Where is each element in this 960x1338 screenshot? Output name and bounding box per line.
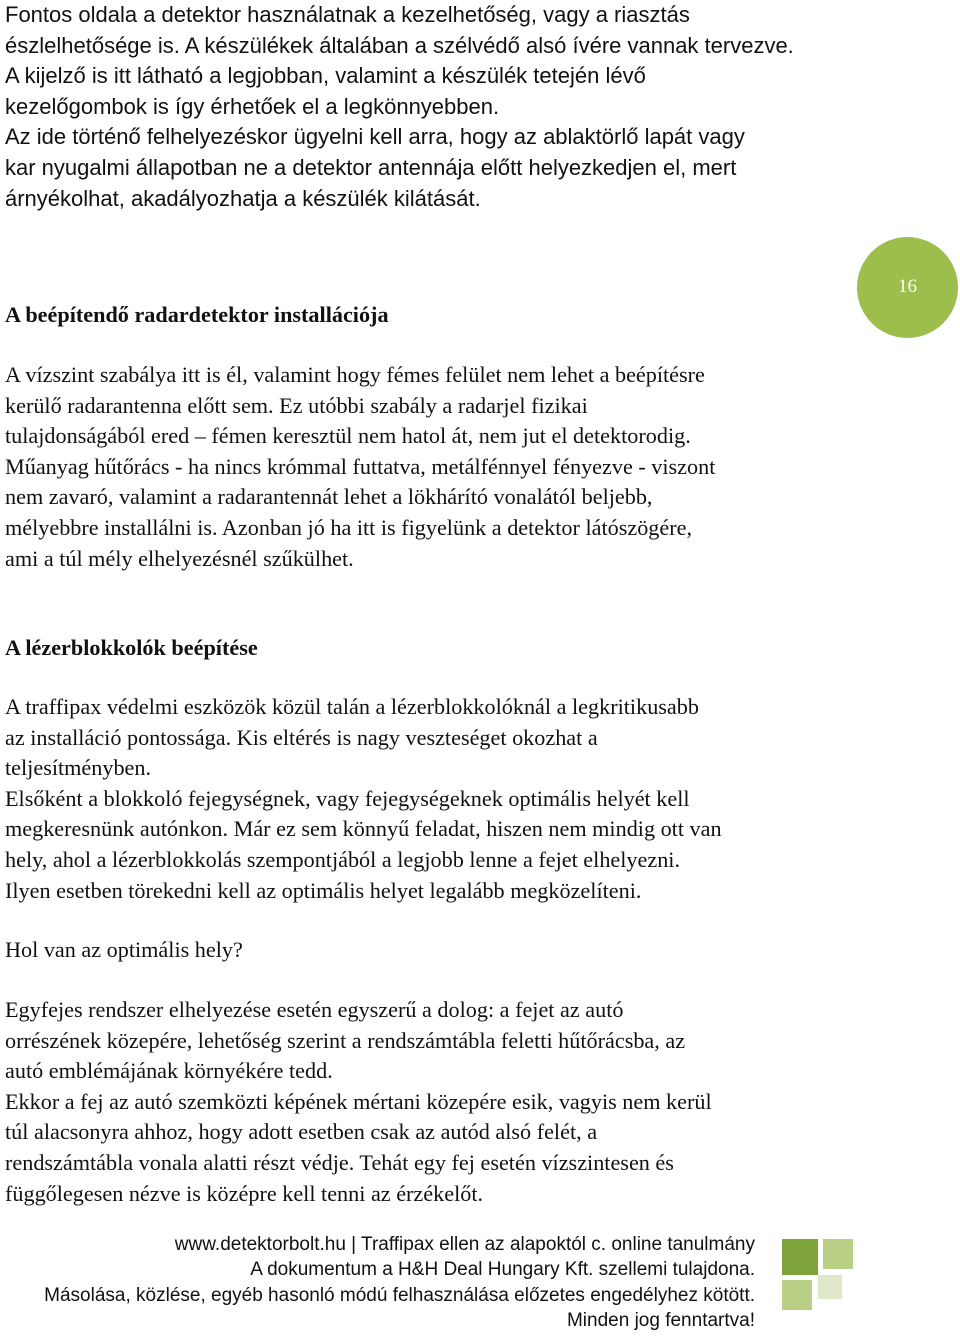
- text-line: tulajdonságából ered – fémen keresztül nem hatol át, nem jut el detektorodig.: [5, 423, 691, 449]
- text-line: megkeresnünk autónkon. Már ez sem könnyű feladat, hiszen nem mindig ott van: [5, 816, 722, 842]
- text-line: teljesítményben.: [5, 755, 152, 781]
- laser-paragraph-2: [5, 995, 885, 1209]
- logo-square: [818, 1275, 842, 1299]
- text-line: Az ide történő felhelyezéskor ügyelni kell arra, hogy az ablaktörlő lapát vagy: [5, 124, 745, 150]
- text-line: A traffipax védelmi eszközök közül talán a lézerblokkolóknál a legkritikusabb: [5, 694, 699, 719]
- page-number-badge: [857, 237, 958, 338]
- text-line: függőlegesen nézve is középre kell tenni az érzékelőt.: [5, 1180, 484, 1206]
- text-line: Elsőként a blokkoló fejegységnek, vagy fejegységeknek optimális helyét kell: [5, 785, 690, 811]
- text-line: az installáció pontossága. Kis eltérés is nagy veszteséget okozhat a: [5, 724, 598, 750]
- text-line: észlelhetősége is. A készülékek általában a szélvédő alsó ívére vannak tervezve.: [5, 32, 794, 58]
- footer-ownership-line: A dokumentum a H&H Deal Hungary Kft. szellemi tulajdona.: [250, 1259, 755, 1281]
- text-line: Ilyen esetben törekedni kell az optimális helyet legalább megközelíteni.: [5, 877, 642, 903]
- text-line: Egyfejes rendszer elhelyezése esetén egyszerű a dolog: a fejet az autó: [5, 997, 624, 1022]
- brand-squares-logo: [782, 1226, 862, 1336]
- text-line: kezelőgombok is így érhetőek el a legkönnyebben.: [5, 93, 500, 119]
- footer-rights-line: Minden jog fenntartva!: [566, 1310, 755, 1332]
- text-line: orrészének közepére, lehetőség szerint a rendszámtábla feletti hűtőrácsba, az: [5, 1027, 686, 1053]
- text-line: A kijelző is itt látható a legjobban, valamint a készülék tetején lévő: [5, 63, 646, 89]
- text-line: Műanyag hűtőrács - ha nincs krómmal futtatva, metálfénnyel fényezve - viszont: [5, 453, 716, 479]
- text-line: Ekkor a fej az autó szemközti képének mértani közepére esik, vagyis nem kerül: [5, 1088, 712, 1114]
- text-line: Fontos oldala a detektor használatnak a kezelhetőség, vagy a riasztás: [5, 2, 690, 27]
- laser-paragraph-1: [5, 692, 885, 906]
- radar-paragraph: [5, 360, 885, 574]
- text-line: kar nyugalmi állapotban ne a detektor antennája előtt helyezkedjen el, mert: [5, 154, 737, 180]
- logo-square: [782, 1239, 818, 1275]
- intro-paragraph: [5, 0, 885, 214]
- text-line: rendszámtábla vonala alatti részt védje. Tehát egy fej esetén vízszintesen és: [5, 1149, 674, 1175]
- text-line: kerülő radarantenna előtt sem. Ez utóbbi szabály a radarjel fizikai: [5, 392, 588, 418]
- text-line: mélyebbre installálni is. Azonban jó ha itt is figyelünk a detektor látószögére,: [5, 514, 693, 540]
- text-line: hely, ahol a lézerblokkolás szempontjából a legjobb lenne a fejet elhelyezni.: [5, 846, 681, 872]
- page-footer: [44, 1232, 755, 1334]
- text-line: ami a túl mély elhelyezésnél szűkülhet.: [5, 545, 354, 571]
- logo-square: [823, 1239, 853, 1269]
- footer-website-line: www.detektorbolt.hu | Traffipax ellen az alapoktól c. online tanulmány: [174, 1234, 755, 1255]
- text-line: A vízszint szabálya itt is él, valamint hogy fémes felület nem lehet a beépítésre: [5, 362, 705, 387]
- page-number: 16: [898, 275, 917, 297]
- text-line: árnyékolhat, akadályozhatja a készülék kilátását.: [5, 185, 481, 211]
- text-line: túl alacsonyra ahhoz, hogy adott esetben csak az autód alsó felét, a: [5, 1119, 598, 1145]
- section-heading-laser: A lézerblokkolók beépítése: [5, 635, 258, 660]
- text-line: autó emblémájának környékére tedd.: [5, 1058, 333, 1084]
- text-line: nem zavaró, valamint a radarantennát lehet a lökhárító vonalától beljebb,: [5, 484, 653, 510]
- footer-copyright-line: Másolása, közlése, egyéb hasonló módú felhasználása előzetes engedélyhez kötött.: [44, 1284, 755, 1306]
- logo-square: [782, 1280, 812, 1310]
- section-heading-radar: A beépítendő radardetektor installációja: [5, 302, 389, 327]
- question-line: Hol van az optimális hely?: [5, 937, 243, 962]
